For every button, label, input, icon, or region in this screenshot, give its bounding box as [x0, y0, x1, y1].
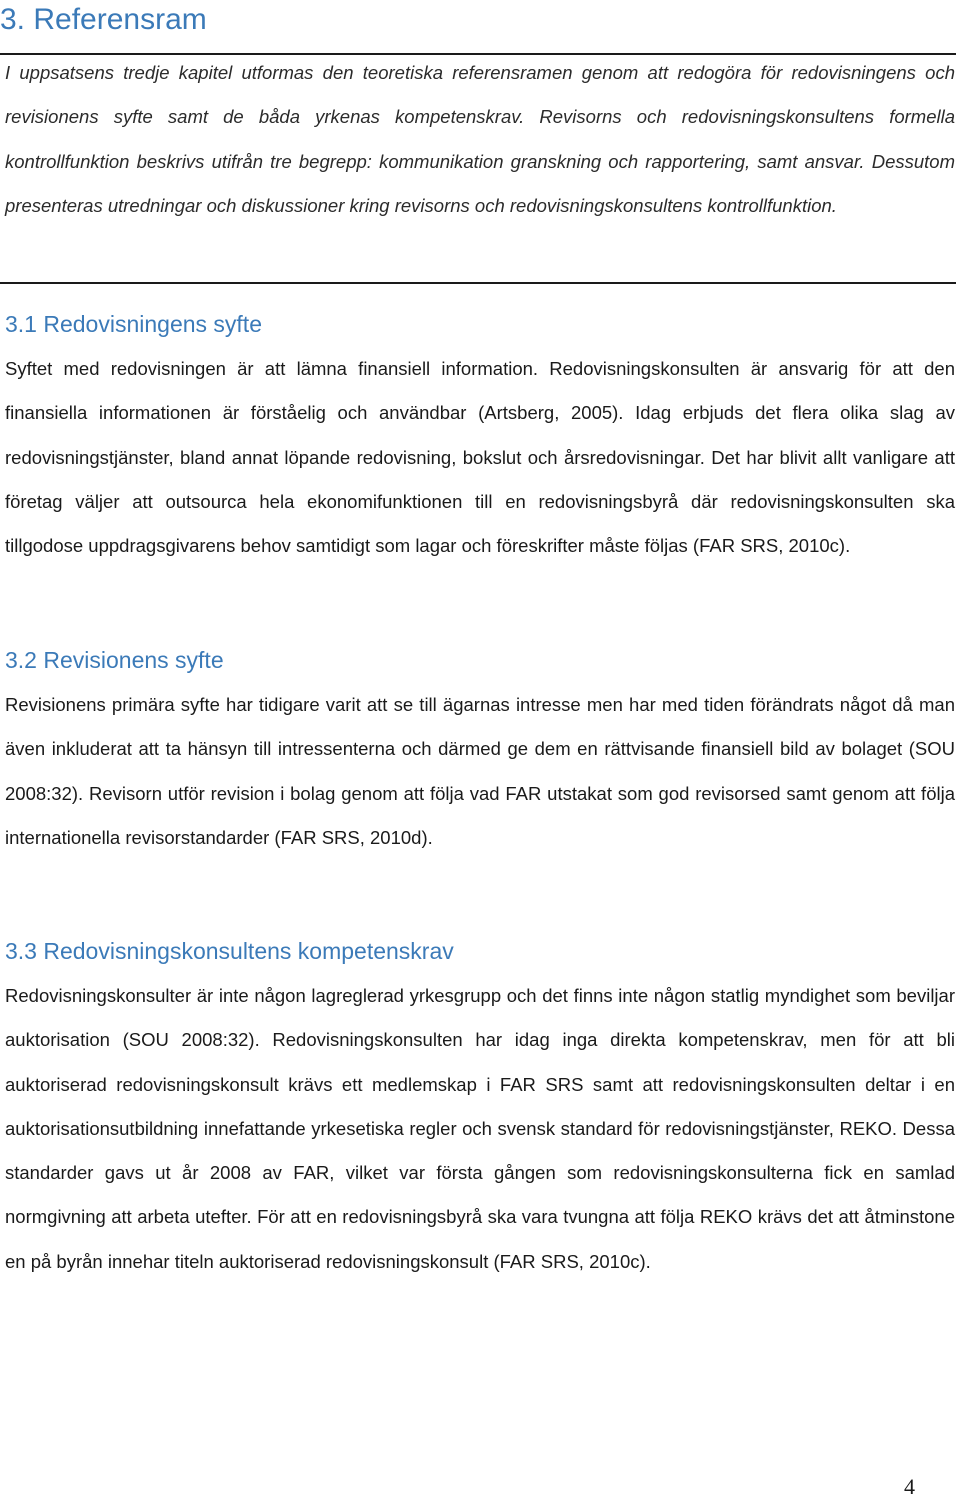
section-heading-3-1: 3.1 Redovisningens syfte — [5, 311, 262, 337]
section-text-3-3: Redovisningskonsulter är inte någon lagreglerad yrkesgrupp och det finns inte någon statlig myndighet som beviljar auktorisation (SOU 2008:32). Redovisningskonsulten har idag inga direkta kompetenskrav, men för att bli auktoriserad redovisningskonsult krävs ett medlemskap i FAR SRS samt att redovisningskonsulten deltar i en auktorisationsutbildning innefattande yrkesetiska regler och svensk standard för redovisningstjänster, REKO. Dessa standarder gavs ut år 2008 av FAR, vilket var första gången som redovisningskonsulterna fick en samlad normgivning att arbeta utefter. För att en redovisningsbyrå ska vara tvungna att följa REKO krävs det att åtminstone en på byrån innehar titeln auktoriserad redovisningskonsult (FAR SRS, 2010c). — [5, 985, 955, 1272]
section-text-3-2: Revisionens primära syfte har tidigare varit att se till ägarnas intresse men har med tiden förändrats något då man även inkluderat att ta hänsyn till intressenterna och därmed ge dem en rättvisande finansiell bild av bolaget (SOU 2008:32). Revisorn utför revision i bolag genom att följa vad FAR utstakat som god revisorsed samt genom att följa internationella revisorstandarder (FAR SRS, 2010d). — [5, 694, 955, 848]
chapter-intro: I uppsatsens tredje kapitel utformas den teoretiska referensramen genom att redogöra för redovisningens och revisionens syfte samt de båda yrkenas kompetenskrav. Revisorns och redovisningskonsultens formella kontrollfunktion beskrivs utifrån tre begrepp: kommunikation granskning och rapportering, samt ansvar. Dessutom presenteras utredningar och diskussioner kring revisorns och redovisningskonsultens kontrollfunktion. — [5, 62, 955, 216]
section-text-3-1: Syftet med redovisningen är att lämna finansiell information. Redovisningskonsulten är ansvarig för att den finansiella informationen är förståelig och användbar (Artsberg, 2005). Idag erbjuds det flera olika slag av redovisningstjänster, bland annat löpande redovisning, bokslut och årsredovisningar. Det har blivit allt vanligare att företag väljer att outsourca hela ekonomifunktionen till en redovisningsbyrå där redovisningskonsulten ska tillgodose uppdragsgivarens behov samtidigt som lagar och föreskrifter måste följas (FAR SRS, 2010c). — [5, 358, 955, 557]
bottom-divider — [0, 282, 956, 284]
section-heading-3-2: 3.2 Revisionens syfte — [5, 647, 224, 673]
section-heading-3-3: 3.3 Redovisningskonsultens kompetenskrav — [5, 938, 454, 964]
page-number: 4 — [904, 1474, 915, 1499]
chapter-title: 3. Referensram — [0, 3, 207, 36]
